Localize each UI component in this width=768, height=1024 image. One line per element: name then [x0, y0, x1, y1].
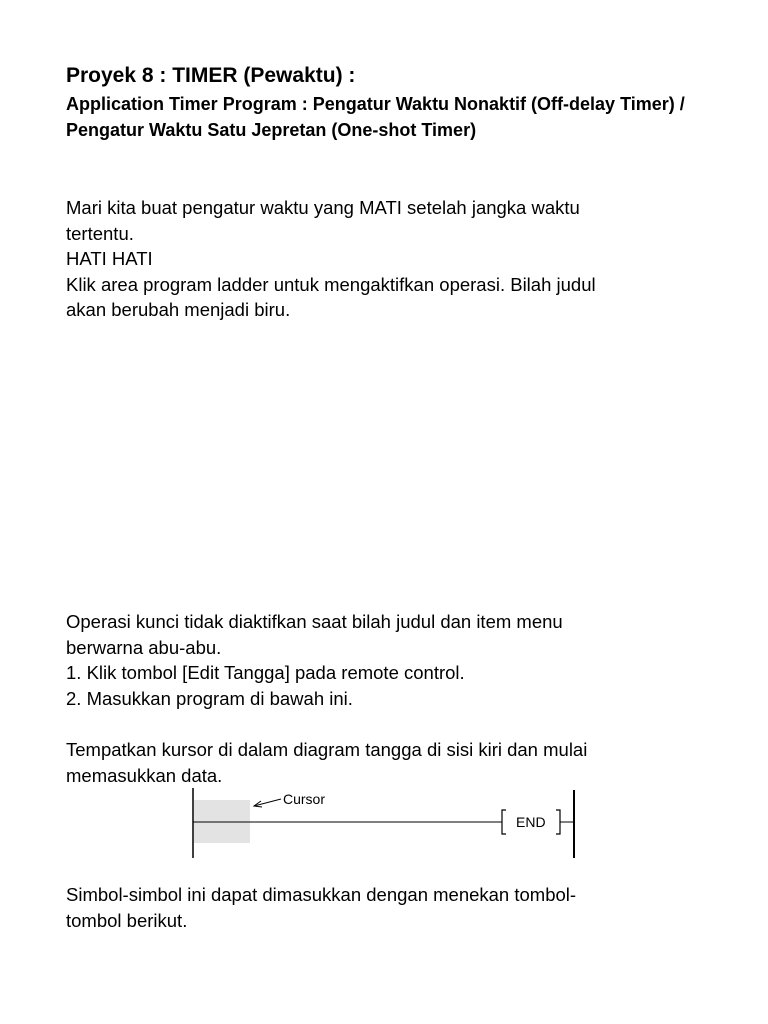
- symbols-line: tombol berikut.: [66, 909, 188, 931]
- intro-line: tertentu.: [66, 222, 134, 244]
- ladder-diagram: [180, 786, 590, 860]
- cursor-label: Cursor: [283, 791, 326, 807]
- intro-line: Mari kita buat pengatur waktu yang MATI setelah jangka waktu: [66, 197, 580, 218]
- cursor-instructions: [66, 737, 706, 788]
- end-bracket-left: [502, 810, 506, 834]
- step-1: 1. Klik tombol [Edit Tangga] pada remote control.: [66, 662, 465, 683]
- key-ops-line: berwarna abu-abu.: [66, 636, 222, 658]
- caution-label: HATI HATI: [66, 248, 153, 269]
- page-subtitle: Application Timer Program : Pengatur Waktu Nonaktif (Off-delay Timer) / Pengatur Waktu Satu Jepretan (One-shot Timer): [66, 94, 685, 140]
- step-2: 2. Masukkan program di bawah ini.: [66, 687, 353, 709]
- cursor-instructions-line: Tempatkan kursor di dalam diagram tangga di sisi kiri dan mulai: [66, 739, 588, 760]
- symbols-line: Simbol-simbol ini dapat dimasukkan dengan menekan tombol-: [66, 884, 577, 905]
- intro-line: akan berubah menjadi biru.: [66, 299, 291, 320]
- page-title: Proyek 8 : TIMER (Pewaktu) :: [66, 64, 356, 87]
- symbols-paragraph: [66, 882, 706, 933]
- intro-line: Klik area program ladder untuk mengaktifkan operasi. Bilah judul: [66, 273, 596, 295]
- cursor-instructions-line: memasukkan data.: [66, 764, 223, 786]
- ladder-diagram-svg: [180, 786, 590, 860]
- key-operation-paragraph: [66, 609, 706, 711]
- end-bracket-right: [556, 810, 560, 834]
- intro-paragraph: [66, 195, 706, 323]
- key-ops-line: Operasi kunci tidak diaktifkan saat bilah judul dan item menu: [66, 611, 563, 632]
- end-instruction-label: END: [516, 814, 546, 830]
